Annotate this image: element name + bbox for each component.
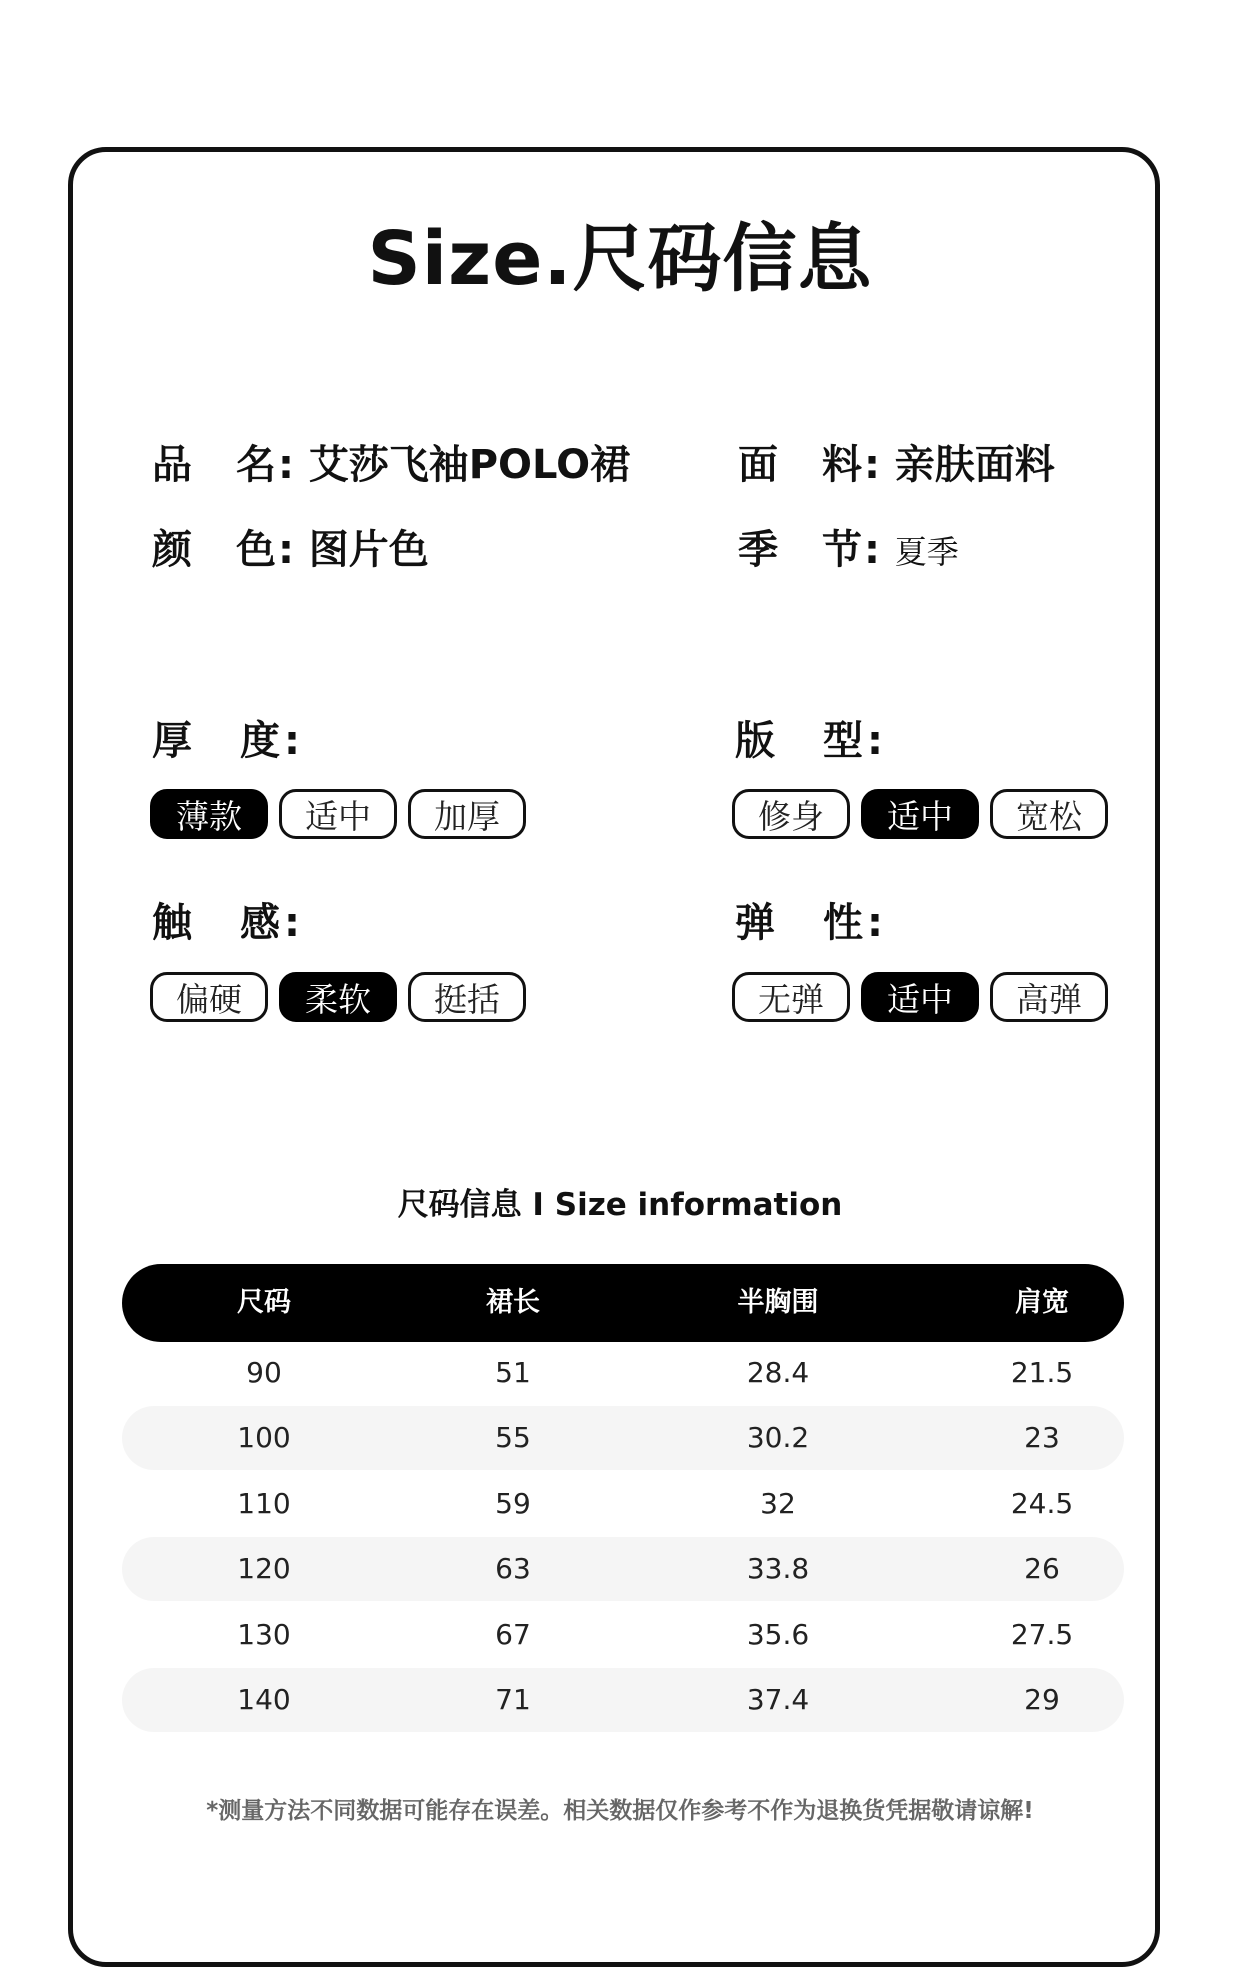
table-row: [122, 1537, 1124, 1601]
thickness-option: 薄款: [150, 789, 268, 839]
elasticity-options: [732, 972, 1108, 1022]
table-row: [122, 1472, 1124, 1536]
elasticity-label: 弹 性:: [735, 900, 887, 946]
table-row: [122, 1668, 1124, 1732]
fit-options: [732, 789, 1108, 839]
thickness-option: 加厚: [408, 789, 526, 839]
feel-option: 柔软: [279, 972, 397, 1022]
table-cell: 29: [1024, 1683, 1060, 1716]
disclaimer-note: *测量方法不同数据可能存在误差。相关数据仅作参考不作为退换货凭据敬请谅解!: [206, 1798, 1034, 1824]
elasticity-option: 无弹: [732, 972, 850, 1022]
season-label: 季 节:: [738, 527, 882, 573]
table-row: [122, 1341, 1124, 1405]
color-value: 图片色: [308, 527, 429, 573]
fit-option: 修身: [732, 789, 850, 839]
table-cell: 51: [495, 1356, 531, 1389]
thickness-label: 厚 度:: [152, 718, 304, 764]
table-cell: 21.5: [1010, 1356, 1074, 1389]
elasticity-option: 高弹: [990, 972, 1108, 1022]
table-cell: 130: [237, 1618, 291, 1651]
table-row: [122, 1603, 1124, 1667]
feel-options: [150, 972, 526, 1022]
table-cell: 24.5: [1010, 1487, 1074, 1520]
table-cell: 23: [1024, 1421, 1060, 1454]
table-cell: 90: [246, 1356, 282, 1389]
table-cell: 26: [1024, 1552, 1060, 1585]
table-cell: 63: [495, 1552, 531, 1585]
product-name-label: 品 名:: [152, 442, 296, 488]
color-label: 颜 色:: [152, 527, 296, 573]
table-cell: 37.4: [746, 1683, 810, 1716]
table-cell: 27.5: [1010, 1618, 1074, 1651]
feel-label: 触 感:: [152, 900, 304, 946]
table-cell: 35.6: [746, 1618, 810, 1651]
product-name-row: [152, 440, 630, 490]
product-name-value: 艾莎飞袖POLO裙: [308, 442, 631, 488]
size-table-title: 尺码信息 I Size information: [397, 1187, 843, 1223]
color-row: [152, 525, 429, 575]
page-title: Size.尺码信息: [367, 216, 873, 302]
fit-label: 版 型:: [735, 718, 887, 764]
table-cell: 59: [495, 1487, 531, 1520]
column-header-chest: 半胸围: [737, 1287, 819, 1318]
column-header-shoulder: 肩宽: [1015, 1287, 1069, 1318]
table-cell: 71: [495, 1683, 531, 1716]
elasticity-option: 适中: [861, 972, 979, 1022]
table-cell: 100: [237, 1421, 291, 1454]
table-cell: 32: [760, 1487, 796, 1520]
thickness-option: 适中: [279, 789, 397, 839]
feel-option: 偏硬: [150, 972, 268, 1022]
fabric-value: 亲肤面料: [894, 442, 1055, 488]
fit-option: 适中: [861, 789, 979, 839]
table-cell: 28.4: [746, 1356, 810, 1389]
season-row: [738, 525, 959, 577]
table-cell: 120: [237, 1552, 291, 1585]
table-row: [122, 1406, 1124, 1470]
fabric-label: 面 料:: [738, 442, 882, 488]
size-table-header: [122, 1264, 1124, 1342]
season-value: 夏季: [894, 533, 959, 571]
column-header-length: 裙长: [486, 1287, 540, 1318]
column-header-size: 尺码: [237, 1287, 291, 1318]
table-cell: 55: [495, 1421, 531, 1454]
fit-option: 宽松: [990, 789, 1108, 839]
table-cell: 30.2: [746, 1421, 810, 1454]
feel-option: 挺括: [408, 972, 526, 1022]
table-cell: 33.8: [746, 1552, 810, 1585]
table-cell: 67: [495, 1618, 531, 1651]
fabric-row: [738, 440, 1055, 490]
table-cell: 140: [237, 1683, 291, 1716]
thickness-options: [150, 789, 526, 839]
table-cell: 110: [237, 1487, 291, 1520]
